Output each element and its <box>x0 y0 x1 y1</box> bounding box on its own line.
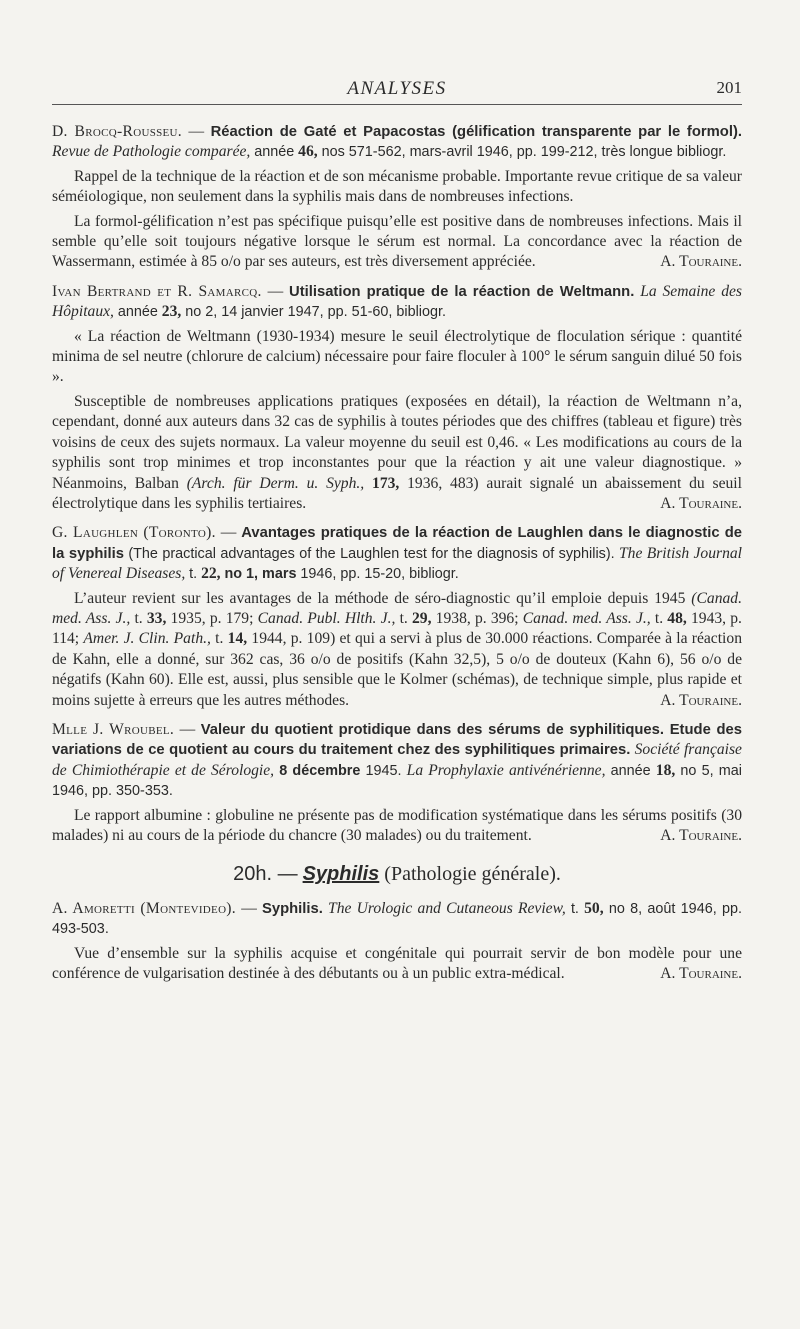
abstract-paragraph <box>52 589 742 711</box>
running-title: ANALYSES <box>347 78 447 99</box>
citation: D. Brocq-Rousseu. — Réaction de Gaté et Papacostas (gélification transparente par le formol). Revue de Pathologie comparée, année 46, nos 571-562, mars-avril 1946, pp. 199-212, très longue bibliogr. <box>52 123 742 161</box>
paragraph-text: 1944, p. 109) et qui a servi à plus de 30.000 réactions. Comparée à la réaction de Kahn, elle a donné, sur 362 cas, 36 o/o de positifs (Kahn 32,5), 5 o/o de douteux (Kahn 6), 56 o/o de négatifs (Kahn 60). Elle est, aussi, plus sensible que le Kolmer (schémas), de technique simple, plus rapide et moins sujette à erreurs que les autres méthodes. <box>52 630 742 709</box>
reviewer-signature: A. Touraine. <box>660 253 742 271</box>
paragraph-text: L’auteur revient sur les avantages de la méthode de séro-diagnostic qu’il emploie depuis 1945 <box>74 589 686 607</box>
cited-prefix: t. <box>215 630 224 648</box>
citation: G. Laughlen (Toronto). — Avantages pratiques de la réaction de Laughlen dans le diagnostic de la syphilis (The practical advantages of the Laughlen test for the diagnosis of syphilis). The British Journal of Venereal Diseases, t. 22, no 1, mars 1946, pp. 15-20, bibliogr. <box>52 524 742 583</box>
biblio-details: no 2, 14 janvier 1947, pp. 51-60, bibliogr. <box>185 304 447 321</box>
section-number: 20h. — <box>233 863 298 886</box>
journal-name: La Semaine des Hôpitaux, <box>52 282 742 321</box>
paragraph-text: Le rapport albumine : globuline ne présente pas de modification systématique dans les sérums positifs (30 malades) ni au cours de la période du chancre (30 malades) ou du traitement. <box>52 806 742 844</box>
reviewer-signature: A. Touraine. <box>660 965 742 983</box>
section-subtitle: (Pathologie générale). <box>384 863 561 886</box>
cited-volume: 14, <box>227 630 248 648</box>
abstract-entry-laughlen <box>52 523 742 711</box>
abstract-paragraph <box>52 806 742 847</box>
cited-prefix: t. <box>399 609 408 627</box>
reviewer-signature: A. Touraine. <box>660 494 742 512</box>
abstract-entry-wroubel <box>52 720 742 846</box>
volume-number: 22, <box>201 565 221 583</box>
society-name: Société française de Chimiothérapie et de Sérologie, <box>52 741 742 779</box>
running-head <box>52 78 742 102</box>
article-title: Avantages pratiques de la réaction de Laughlen dans le diagnostic de la syphilis <box>52 525 742 562</box>
header-rule <box>52 104 742 105</box>
cited-journal: (Arch. für Derm. u. Syph., <box>186 474 365 492</box>
journal-name: The Urologic and Cutaneous Review, <box>328 899 566 917</box>
cited-pages: 1938, p. 396; <box>435 609 519 627</box>
article-title: Syphilis. <box>261 900 323 917</box>
volume-prefix: t. <box>570 900 579 917</box>
abstract-entry-amoretti <box>52 899 742 985</box>
volume-number: 18, <box>655 761 676 779</box>
biblio-text: année <box>610 762 651 779</box>
english-title: (The practical advantages of the Laughlen test for the diagnosis of syphilis). <box>128 545 615 562</box>
biblio-text: année <box>117 304 158 321</box>
authors: Ivan Bertrand et R. Samarcq. <box>52 282 262 300</box>
biblio-details: 1946, pp. 15-20, bibliogr. <box>300 566 459 583</box>
cited-volume: 29, <box>411 609 432 627</box>
cited-volume: 48, <box>667 609 687 627</box>
cited-journal: Canad. med. Ass. J., <box>522 609 651 627</box>
abstract-paragraph <box>52 212 742 273</box>
page-number: 201 <box>716 78 742 97</box>
section-heading <box>52 864 742 884</box>
paragraph-text: Susceptible de nombreuses applications pratiques (exposées en détail), la réaction de Weltmann n’a, cependant, donné aux auteurs dans 32 cas de syphilis à toutes périodes que des chiffres (tableau et figure) très voisins de ceux des sujets normaux. La valeur moyenne du seuil est 0,46. « Les modifications au cours de la syphilis sont trop minimes et trop inconstantes pour que la réaction y ait une valeur diagnostique. » Néanmoins, Balban <box>52 392 742 492</box>
citation: Ivan Bertrand et R. Samarcq. — Utilisation pratique de la réaction de Weltmann. La Semaine des Hôpitaux, année 23, no 2, 14 janvier 1947, pp. 51-60, bibliogr. <box>52 282 742 321</box>
cited-volume: 173, <box>372 474 400 492</box>
reviewer-signature: A. Touraine. <box>660 691 742 709</box>
section-title: Syphilis <box>302 863 380 886</box>
volume-prefix: t. <box>189 566 198 583</box>
authors: D. Brocq-Rousseu. <box>52 123 182 140</box>
abstract-entry-gate-papacostas <box>52 122 742 273</box>
biblio-text: année <box>254 144 295 161</box>
journal-name: The British Journal of Venereal Diseases, <box>52 544 742 583</box>
cited-pages: 1935, p. 179; <box>170 609 254 627</box>
abstract-paragraph: Rappel de la technique de la réaction et de son mécanisme probable. Importante revue critique de sa valeur séméiologique, non seulement dans la syphilis mais dans de nombreuses infections. <box>52 167 742 206</box>
abstract-paragraph <box>52 944 742 985</box>
cited-journal: Canad. Publ. Hlth. J., <box>257 609 396 627</box>
volume-number: 46, <box>298 143 318 161</box>
cited-prefix: t. <box>654 609 664 627</box>
volume-number: 50, <box>584 899 604 917</box>
cited-volume: 33, <box>146 609 167 627</box>
cited-pages: 1943, p. 114; <box>52 609 742 648</box>
reviewer-signature: A. Touraine. <box>660 827 742 844</box>
biblio-details: no 5, mai 1946, pp. 350-353. <box>52 762 742 800</box>
authors: G. Laughlen (Toronto). <box>52 524 216 542</box>
article-title: Valeur du quotient protidique dans des sérums de syphilitiques. Etude des variations de ce quotient au cours du traitement chez des syphilitiques primaires. <box>52 721 742 759</box>
article-title: Utilisation pratique de la réaction de Weltmann. <box>289 283 635 300</box>
paragraph-text: 1936, 483) aurait signalé un abaissement du seuil électrolytique dans les syphilis tertiaires. <box>52 474 742 512</box>
meeting-year: 1945. <box>365 762 402 779</box>
authors: A. Amoretti (Montevideo). <box>52 899 237 917</box>
abstract-paragraph <box>52 392 742 514</box>
cited-journal: (Canad. med. Ass. J., <box>52 589 742 627</box>
biblio-details: no 8, août 1946, pp. 493-503. <box>52 900 742 938</box>
cited-prefix: t. <box>134 609 143 627</box>
journal-name: La Prophylaxie antivénérienne, <box>406 761 606 779</box>
paragraph-text: La formol-gélification n’est pas spécifique puisqu’elle est positive dans de nombreuses infections. Mais il semble qu’elle soit toujours négative lorsque le sérum est normal. La concordance avec la réaction de Wassermann, estimée à 85 o/o par ses auteurs, est très diversement appréciée. <box>52 212 742 271</box>
authors: Mlle J. Wroubel. <box>52 720 175 738</box>
abstract-entry-weltmann <box>52 282 742 514</box>
volume-number: 23, <box>161 303 182 321</box>
paragraph-text: Vue d’ensemble sur la syphilis acquise et congénitale qui pourrait servir de bon modèle pour une conférence de vulgarisation destinée à des débutants ou à un public extra-médical. <box>52 944 742 983</box>
article-content <box>52 122 742 993</box>
journal-name: Revue de Pathologie comparée, <box>52 143 251 161</box>
citation: Mlle J. Wroubel. — Valeur du quotient protidique dans des sérums de syphilitiques. Etude des variations de ce quotient au cours du traitement chez des syphilitiques primaires. Société française de Chimiothérapie et de Sérologie, 8 décembre 1945. La Prophylaxie antivénérienne, année 18, no 5, mai 1946, pp. 350-353. <box>52 720 742 800</box>
citation: A. Amoretti (Montevideo). — Syphilis. The Urologic and Cutaneous Review, t. 50, no 8, août 1946, pp. 493-503. <box>52 899 742 938</box>
article-title: Réaction de Gaté et Papacostas (gélification transparente par le formol). <box>210 124 742 140</box>
cited-journal: Amer. J. Clin. Path., <box>83 630 211 648</box>
meeting-date: 8 décembre <box>279 762 361 779</box>
issue-number: no 1, mars <box>224 566 297 583</box>
abstract-paragraph: « La réaction de Weltmann (1930-1934) mesure le seuil électrolytique de floculation sérique : quantité minima de sel neutre (chlorure de calcium) nécessaire pour faire floculer à 100° le sérum sanguin dilué 50 fois ». <box>52 327 742 386</box>
biblio-details: nos 571-562, mars-avril 1946, pp. 199-212, très longue bibliogr. <box>321 144 727 161</box>
